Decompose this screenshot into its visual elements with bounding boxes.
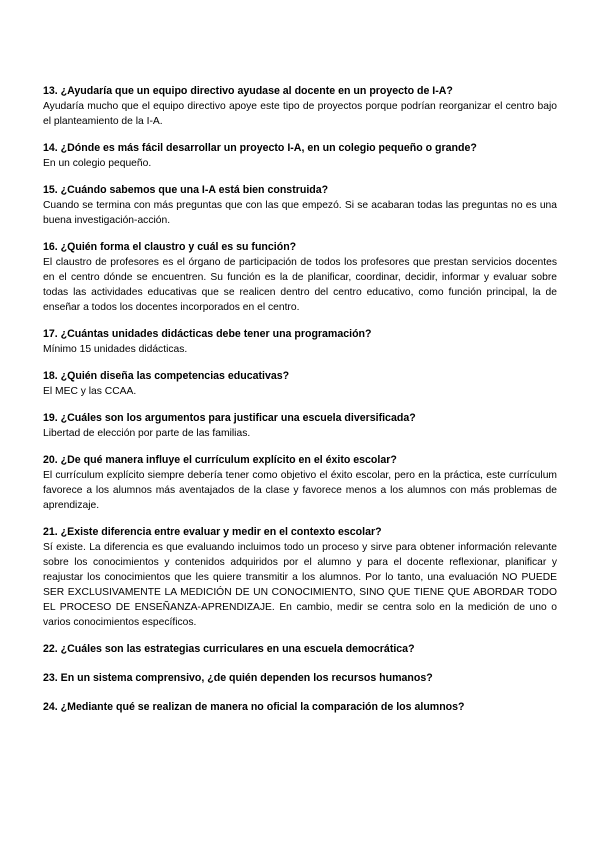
question-21: 21. ¿Existe diferencia entre evaluar y medir en el contexto escolar? (43, 526, 382, 538)
qa-item-15 (43, 183, 557, 228)
answer-21: Sí existe. La diferencia es que evaluando incluimos todo un proceso y sirve para obtener información relevante sobre los conocimientos y contenidos adquiridos por el alumno y para el docente reflexionar, planificar y reajustar los conocimientos que les quiere transmitir a los alumnos. Por lo tanto, una evaluación NO PUEDE SER EXCLUSIVAMENTE LA MEDICIÓN DE UN CONOCIMIENTO, SINO QUE TIENE QUE ABORDAR TODO EL PROCESO DE ENSEÑANZA-APRENDIZAJE. En cambio, medir se centra solo en la medición de uno o varios conocimientos específicos. (43, 542, 557, 628)
question-20: 20. ¿De qué manera influye el currículum explícito en el éxito escolar? (43, 454, 397, 466)
answer-13: Ayudaría mucho que el equipo directivo apoye este tipo de proyectos porque podrían reorganizar el centro bajo el planteamiento de la I-A. (43, 101, 557, 127)
document-page (43, 84, 557, 729)
answer-19: Libertad de elección por parte de las familias. (43, 428, 251, 439)
question-18: 18. ¿Quién diseña las competencias educativas? (43, 370, 290, 382)
question-17: 17. ¿Cuántas unidades didácticas debe tener una programación? (43, 328, 372, 340)
qa-item-20 (43, 453, 557, 513)
answer-15: Cuando se termina con más preguntas que con las que empezó. Si se acabaran todas las preguntas no es una buena investigación-acción. (43, 200, 557, 226)
answer-18: El MEC y las CCAA. (43, 386, 137, 397)
qa-item-14 (43, 141, 557, 171)
question-22: 22. ¿Cuáles son las estrategias curriculares en una escuela democrática? (43, 643, 415, 655)
question-15: 15. ¿Cuándo sabemos que una I-A está bien construida? (43, 184, 329, 196)
answer-14: En un colegio pequeño. (43, 158, 152, 169)
qa-item-13 (43, 84, 557, 129)
question-13: 13. ¿Ayudaría que un equipo directivo ayudase al docente en un proyecto de I-A? (43, 85, 453, 97)
question-14: 14. ¿Dónde es más fácil desarrollar un proyecto I-A, en un colegio pequeño o grande? (43, 142, 477, 154)
qa-item-16 (43, 240, 557, 315)
qa-item-19 (43, 411, 557, 441)
question-19: 19. ¿Cuáles son los argumentos para justificar una escuela diversificada? (43, 412, 416, 424)
question-24: 24. ¿Mediante qué se realizan de manera no oficial la comparación de los alumnos? (43, 701, 465, 713)
question-16: 16. ¿Quién forma el claustro y cuál es su función? (43, 241, 297, 253)
question-23: 23. En un sistema comprensivo, ¿de quién dependen los recursos humanos? (43, 672, 433, 684)
answer-16: El claustro de profesores es el órgano de participación de todos los profesores que prestan servicios docentes en el centro dónde se encuentren. Su función es la de planificar, coordinar, decidir, informar y evaluar sobre todas las actividades educativas que se realicen dentro del centro educativo, como función principal, la de enseñar a todos los docentes incorporados en el centro. (43, 257, 557, 313)
qa-item-23 (43, 671, 557, 686)
qa-item-24 (43, 700, 557, 715)
qa-item-22 (43, 642, 557, 657)
qa-item-21 (43, 525, 557, 630)
qa-item-18 (43, 369, 557, 399)
answer-20: El currículum explícito siempre debería tener como objetivo el éxito escolar, pero en la práctica, este currículum favorece a los alumnos más aventajados de la clase y favorece menos a los alumnos con más problemas de aprendizaje. (43, 470, 557, 511)
qa-item-17 (43, 327, 557, 357)
answer-17: Mínimo 15 unidades didácticas. (43, 344, 188, 355)
